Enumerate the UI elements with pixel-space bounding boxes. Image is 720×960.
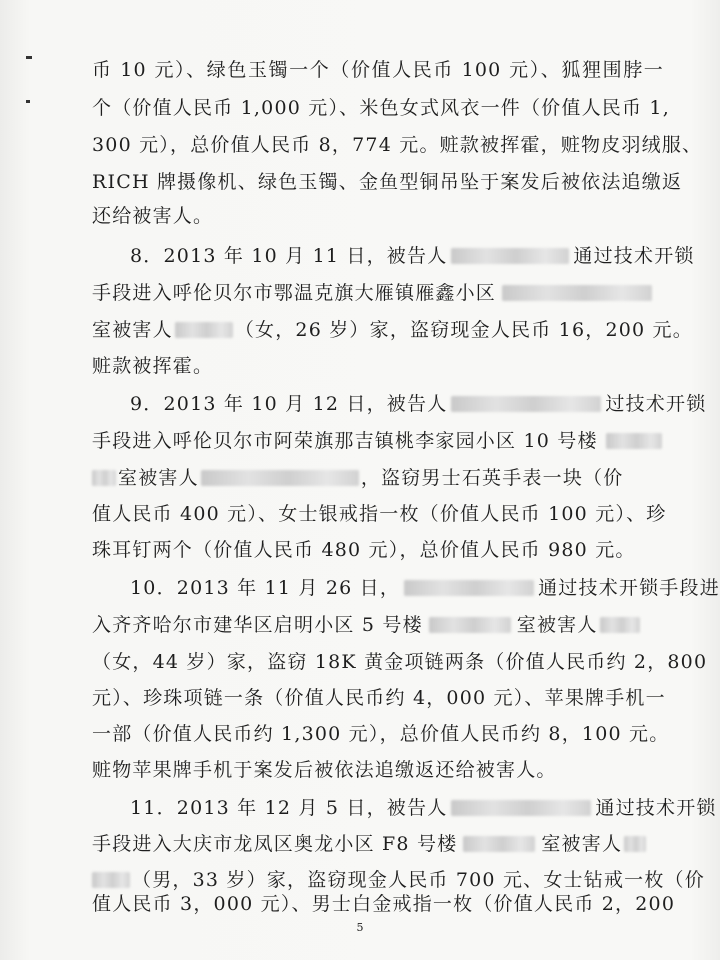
redacted-name bbox=[404, 580, 534, 596]
text-line: 还给被害人。 bbox=[92, 205, 214, 227]
text-line: 珠耳钉两个（价值人民币 480 元），总价值人民币 980 元。 bbox=[92, 539, 636, 561]
text-span: （男，33 岁）家，盗窃现金人民币 700 元、女士钻戒一枚（价 bbox=[132, 869, 705, 891]
redacted-name bbox=[175, 322, 233, 338]
text-span: 9．2013 年 10 月 12 日，被告人 bbox=[130, 393, 448, 415]
text-line bbox=[92, 832, 664, 856]
text-line bbox=[92, 281, 664, 305]
text-span: 室被害人 bbox=[541, 833, 623, 855]
text-line: 值人民币 400 元）、女士银戒指一枚（价值人民币 100 元）、珍 bbox=[92, 503, 667, 525]
text-line: 赃物苹果牌手机于案发后被依法追缴返还给被害人。 bbox=[92, 759, 557, 781]
text-line: 币 10 元）、绿色玉镯一个（价值人民币 100 元）、狐狸围脖一 bbox=[92, 59, 664, 81]
text-line: RICH 牌摄像机、绿色玉镯、金鱼型铜吊坠于案发后被依法追缴返 bbox=[92, 171, 683, 193]
text-line bbox=[130, 392, 707, 416]
redacted-name bbox=[451, 248, 569, 264]
text-line bbox=[130, 244, 695, 268]
text-line bbox=[130, 576, 720, 600]
text-line bbox=[92, 318, 693, 342]
text-line bbox=[92, 868, 705, 892]
text-span: 入齐齐哈尔市建华区启明小区 5 号楼 bbox=[92, 614, 423, 636]
text-span: 手段进入呼伦贝尔市鄂温克旗大雁镇雁鑫小区 bbox=[92, 282, 497, 304]
text-span: 通过技术开锁手段进 bbox=[538, 577, 720, 599]
margin-mark bbox=[26, 56, 32, 59]
redacted-name bbox=[451, 396, 601, 412]
redacted-address bbox=[502, 285, 652, 301]
redacted-name bbox=[201, 470, 359, 486]
redacted-name bbox=[624, 836, 646, 852]
redacted-address bbox=[606, 433, 662, 449]
page-number: 5 bbox=[356, 921, 364, 934]
text-line: 个（价值人民币 1,000 元）、米色女式风衣一件（价值人民币 1, bbox=[92, 97, 670, 119]
text-span: 通过技术开锁 bbox=[595, 797, 717, 819]
redacted-address bbox=[92, 470, 116, 486]
redacted-address bbox=[463, 836, 535, 852]
text-span: ，盗窃男士石英手表一块（价 bbox=[360, 467, 624, 489]
text-span: 8．2013 年 10 月 11 日，被告人 bbox=[130, 245, 448, 267]
text-span: 室被害人 bbox=[92, 319, 173, 341]
text-span: 手段进入大庆市龙凤区奥龙小区 F8 号楼 bbox=[92, 833, 458, 855]
text-line: 一部（价值人民币约 1,300 元），总价值人民币约 8，100 元。 bbox=[92, 723, 670, 745]
redacted-name bbox=[92, 872, 130, 888]
text-line bbox=[92, 613, 664, 637]
text-span: 11．2013 年 12 月 5 日，被告人 bbox=[130, 797, 448, 819]
text-span: 手段进入呼伦贝尔市阿荣旗那吉镇桃李家园小区 10 号楼 bbox=[92, 430, 598, 452]
text-line bbox=[130, 796, 717, 820]
text-span: 过技术开锁 bbox=[605, 393, 707, 415]
text-line: 赃款被挥霍。 bbox=[92, 355, 214, 377]
redacted-address bbox=[429, 617, 511, 633]
text-line: 值人民币 3，000 元）、男士白金戒指一枚（价值人民币 2，200 bbox=[92, 893, 676, 915]
text-line: （女，44 岁）家，盗窃 18K 黄金项链两条（价值人民币约 2，800 bbox=[92, 651, 708, 673]
margin-mark bbox=[26, 100, 30, 103]
text-line bbox=[92, 429, 664, 453]
text-span: 10．2013 年 11 月 26 日， bbox=[130, 577, 401, 599]
redacted-name bbox=[451, 800, 591, 816]
text-span: （女，26 岁）家，盗窃现金人民币 16，200 元。 bbox=[234, 319, 693, 341]
text-line: 300 元），总价值人民币 8，774 元。赃款被挥霍，赃物皮羽绒服、 bbox=[92, 134, 703, 156]
text-span: 室被害人 bbox=[118, 467, 199, 489]
text-span: 通过技术开锁 bbox=[573, 245, 695, 267]
text-line bbox=[92, 466, 664, 490]
text-line: 元）、珍珠项链一条（价值人民币约 4，000 元）、苹果牌手机一 bbox=[92, 687, 666, 709]
text-span: 室被害人 bbox=[516, 614, 598, 636]
redacted-name bbox=[600, 617, 640, 633]
